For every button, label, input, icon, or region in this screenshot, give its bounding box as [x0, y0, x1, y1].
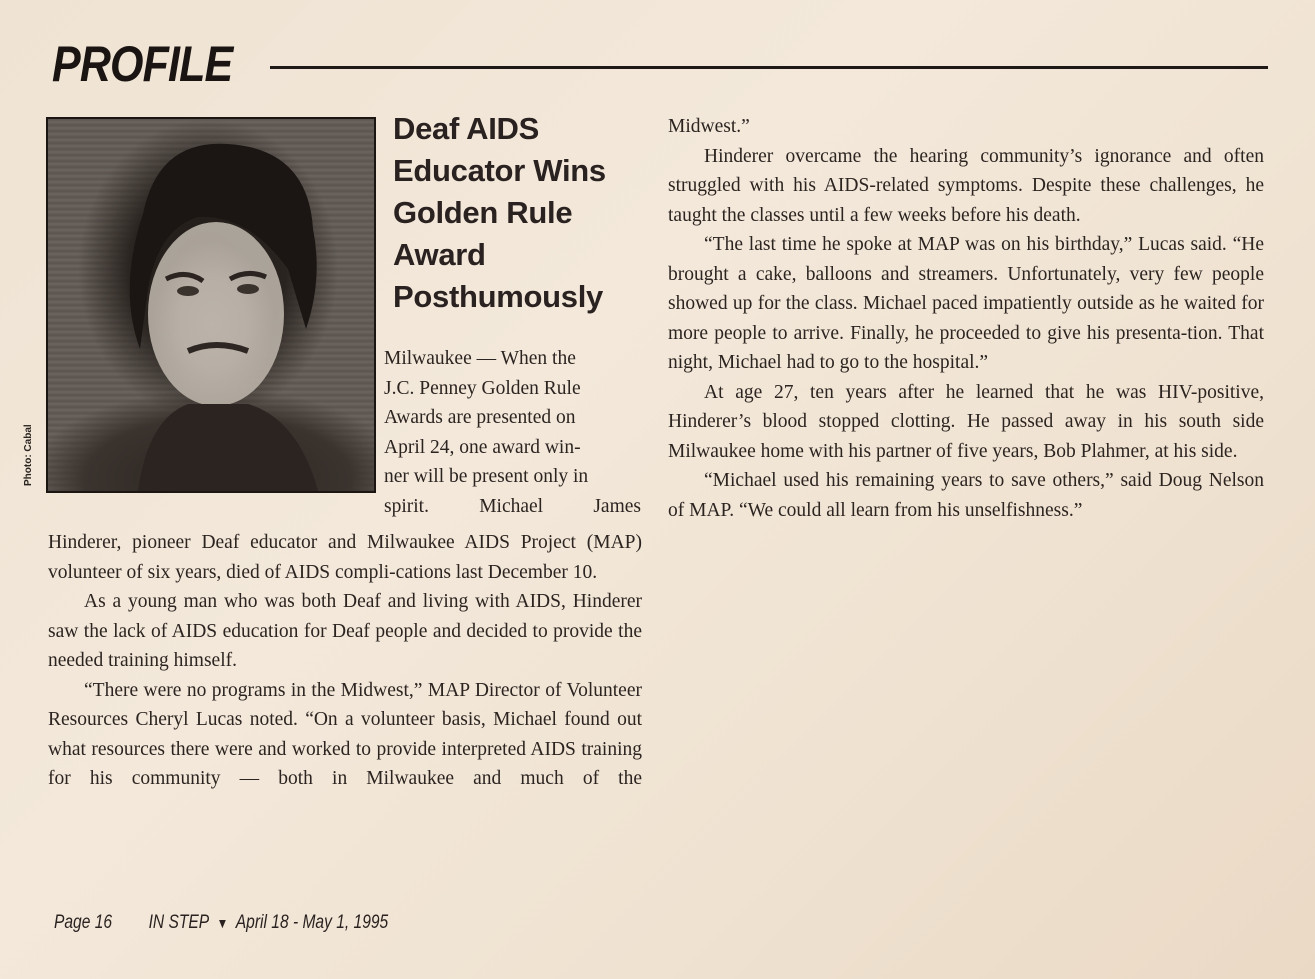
headline-line: Posthumously [393, 279, 603, 314]
headline [393, 108, 663, 318]
article-paragraph: As a young man who was both Deaf and living with AIDS, Hinderer saw the lack of AIDS education for Deaf people and decided to provide the needed training himself. [48, 591, 642, 671]
article-line: spirit. Michael James [384, 495, 641, 517]
portrait-photo [46, 117, 376, 493]
article-line: J.C. Penney Golden Rule [384, 377, 581, 399]
article-paragraph: Midwest.” [668, 116, 750, 137]
page-footer [54, 912, 388, 934]
right-eye [237, 284, 259, 294]
issue-dates: April 18 - May 1, 1995 [235, 912, 389, 933]
article-paragraph: “The last time he spoke at MAP was on his birthday,” Lucas said. “He brought a cake, balloons and streamers. Unfortunately, very few people showed up for the class. Michael paced impatiently outside as he waited for more people to arrive. Finally, he proceeded to give his presenta-tion. That night, Michael had to go to the hospital.” [668, 234, 1264, 373]
article-paragraph: “Michael used his remaining years to save others,” said Doug Nelson of MAP. “We could all learn from his unselfishness.” [668, 470, 1264, 521]
article-line: April 24, one award win- [384, 436, 581, 458]
publication-name: IN STEP [148, 912, 210, 933]
section-title: PROFILE [52, 36, 233, 92]
article-column-b [48, 528, 642, 794]
headline-line: Golden Rule [393, 195, 573, 230]
left-eye [177, 286, 199, 296]
jacket-shape [138, 404, 318, 491]
article-paragraph: At age 27, ten years after he learned that he was HIV-positive, Hinderer’s blood stopped clotting. He passed away in his south side Milwaukee home with his partner of five years, Bob Plahmer, at his side. [668, 381, 1264, 462]
article-line: ner will be present only in [384, 466, 589, 487]
headline-line: Educator Wins [393, 153, 606, 188]
article-line: Milwaukee — When the [384, 348, 576, 369]
headline-line: Deaf AIDS [393, 111, 540, 146]
photo-credit: Photo: Cabal [23, 424, 34, 486]
down-triangle-icon: ▼ [216, 915, 229, 931]
headline-line: Award [393, 237, 486, 272]
page-number: Page 16 [54, 912, 113, 933]
section-rule-divider [270, 66, 1268, 69]
article-paragraph: Hinderer, pioneer Deaf educator and Milwaukee AIDS Project (MAP) volunteer of six years, died of AIDS compli-cations last December 10. [48, 532, 642, 583]
article-line: Awards are presented on [384, 407, 576, 428]
article-column-a [384, 344, 641, 521]
portrait-illustration [48, 119, 374, 491]
article-paragraph: “There were no programs in the Midwest,” MAP Director of Volunteer Resources Cheryl Lucas noted. “On a volunteer basis, Michael found out what resources there were and worked to provide interpreted AIDS training for his community — both in Milwaukee and much of the [48, 679, 642, 789]
face-shape [148, 222, 284, 406]
article-paragraph: Hinderer overcame the hearing community’s ignorance and often struggled with his AIDS-related symptoms. Despite these challenges, he taught the classes until a few weeks before his death. [668, 145, 1264, 226]
article-column-c [668, 112, 1264, 525]
